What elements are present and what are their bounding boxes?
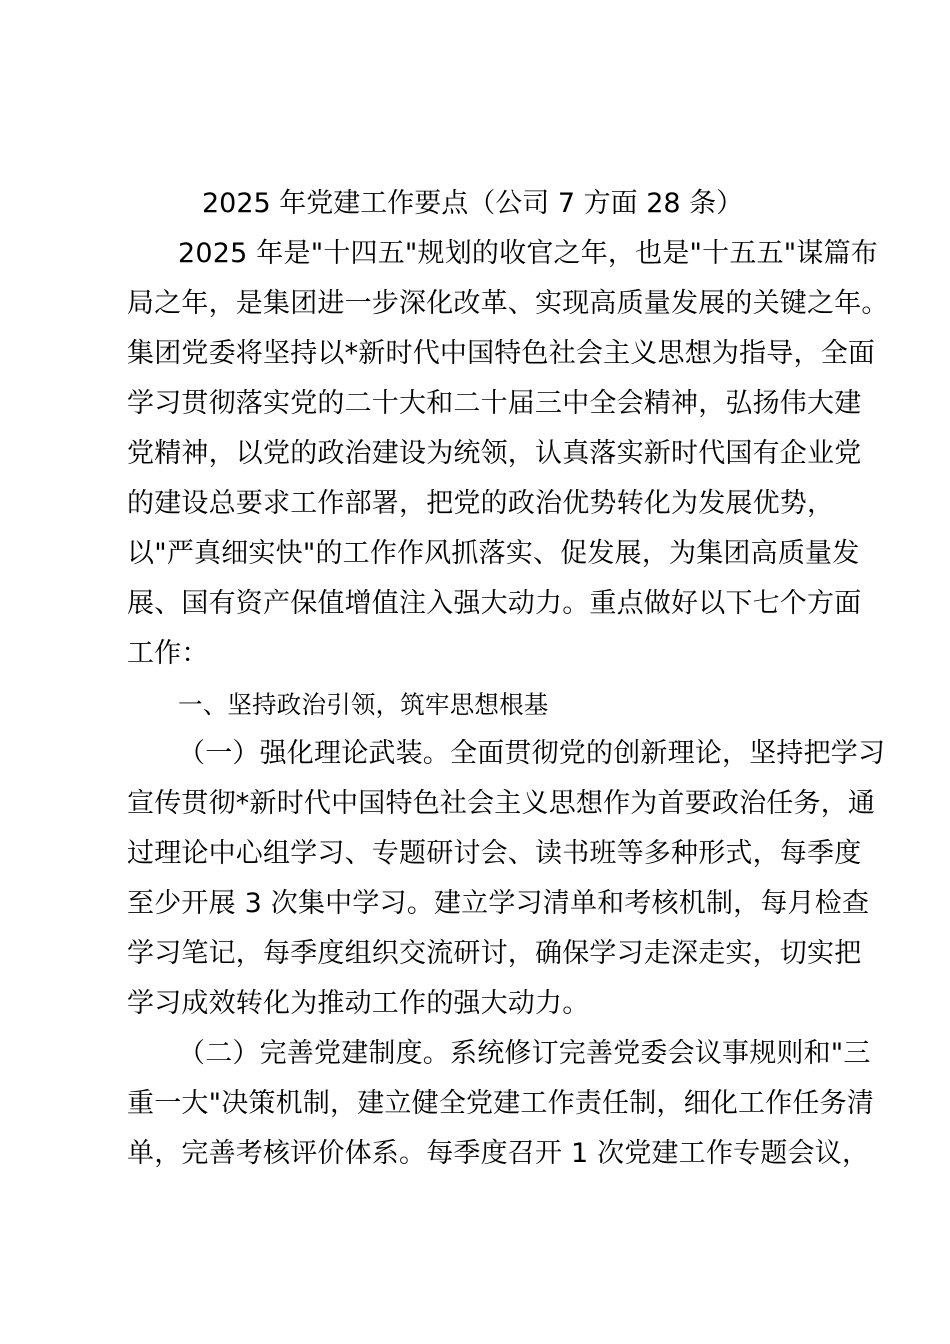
body-line: 至少开展 3 次集中学习。建立学习清单和考核机制，每月检查 (127, 888, 870, 919)
body-line: 局之年，是集团进一步深化改革、实现高质量发展的关键之年。 (127, 288, 889, 319)
body-line: 重一大"决策机制，建立健全党建工作责任制，细化工作任务清 (127, 1088, 875, 1119)
body-line: 宣传贯彻*新时代中国特色社会主义思想作为首要政治任务，通 (127, 788, 876, 819)
body-line: 学习贯彻落实党的二十大和二十届三中全会精神，弘扬伟大建 (127, 388, 862, 419)
body-line: 以"严真细实快"的工作作风抓落实、促发展，为集团高质量发 (127, 538, 860, 569)
body-line: 的建设总要求工作部署，把党的政治优势转化为发展优势， (127, 488, 835, 519)
document-title: 2025 年党建工作要点（公司 7 方面 28 条） (202, 188, 744, 219)
body-line: （一）强化理论武装。全面贯彻党的创新理论，坚持把学习 (178, 738, 886, 769)
body-line: 工作： (127, 638, 209, 669)
body-line: 集团党委将坚持以*新时代中国特色社会主义思想为指导，全面 (127, 338, 876, 369)
body-line: 过理论中心组学习、专题研讨会、读书班等多种形式，每季度 (127, 838, 862, 869)
section-heading: 一、坚持政治引领，筑牢思想根基 (178, 690, 549, 719)
body-line: 2025 年是"十四五"规划的收官之年，也是"十五五"谋篇布 (178, 238, 878, 269)
body-line: （二）完善党建制度。系统修订完善党委会议事规则和"三 (178, 1038, 871, 1069)
body-line: 学习笔记，每季度组织交流研讨，确保学习走深走实，切实把 (127, 938, 862, 969)
body-line: 单，完善考核评价体系。每季度召开 1 次党建工作专题会议， (127, 1138, 870, 1169)
body-line: 展、国有资产保值增值注入强大动力。重点做好以下七个方面 (127, 588, 862, 619)
body-line: 学习成效转化为推动工作的强大动力。 (127, 988, 590, 1019)
body-line: 党精神，以党的政治建设为统领，认真落实新时代国有企业党 (127, 438, 862, 469)
